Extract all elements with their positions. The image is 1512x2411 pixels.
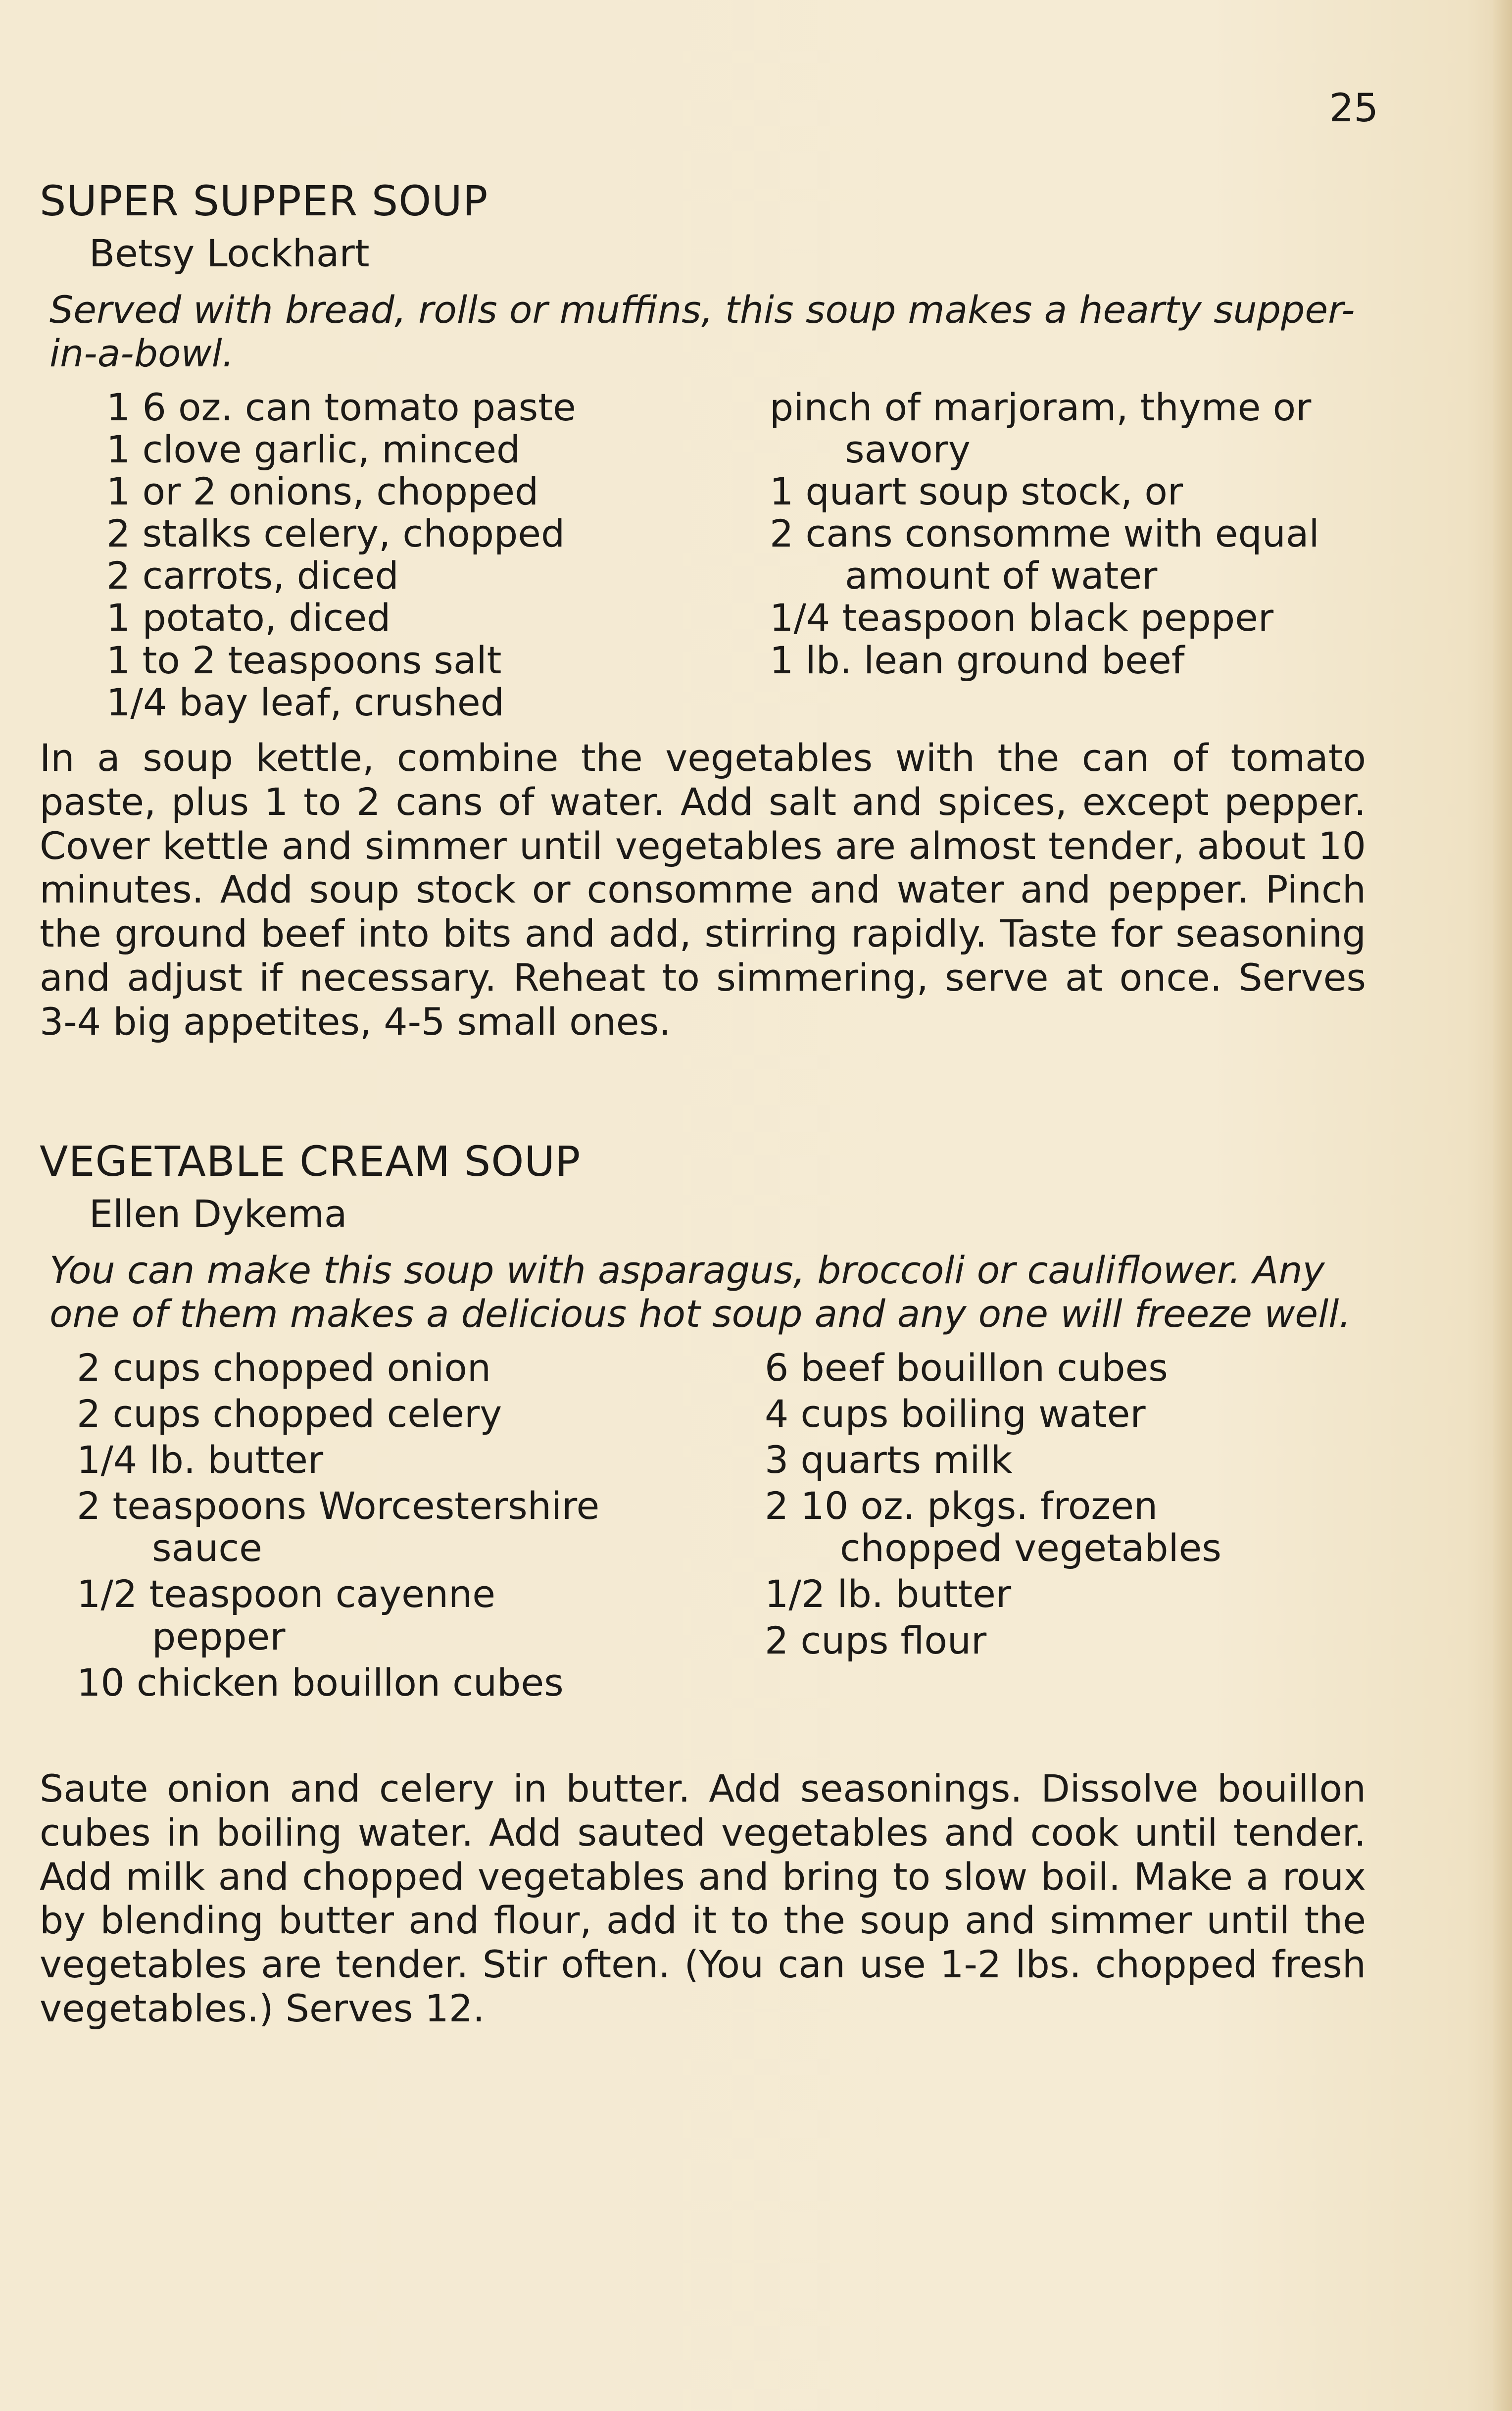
ingredient-item: 2 10 oz. pkgs. frozen chopped vegetables bbox=[765, 1484, 1221, 1570]
ingredient-item: 2 cups chopped celery bbox=[77, 1392, 502, 1436]
ingredient-item: 1 potato, diced bbox=[106, 596, 391, 640]
recipe-title: SUPER SUPPER SOUP bbox=[40, 177, 488, 225]
ingredient-item: 1/4 bay leaf, crushed bbox=[106, 680, 504, 724]
recipe-intro: You can make this soup with asparagus, broccoli or cauliflower. Any one of them makes a delicious hot soup and any one will freeze well. bbox=[49, 1248, 1351, 1336]
ingredient-item: 3 quarts milk bbox=[765, 1438, 1013, 1482]
recipe-method: In a soup kettle, combine the vegetables with the can of tomato paste, plus 1 to 2 cans of water. Add salt and spices, except pepper. Cover kettle and simmer until vegetables are almost tender, about 10 minutes. Add soup stock or consomme and water and pepper. Pinch the ground beef into bits and add, stirring rapidly. Taste for seasoning and adjust if necessary. Reheat to simmering, serve at once. Serves 3-4 big appetites, 4-5 small ones. bbox=[40, 735, 1366, 1044]
ingredient-item: 1/2 lb. butter bbox=[765, 1572, 1012, 1616]
ingredients-column-left bbox=[40, 1347, 765, 1708]
ingredient-item: 2 teaspoons Worcestershire sauce bbox=[77, 1484, 600, 1570]
recipe-method: Saute onion and celery in butter. Add seasonings. Dissolve bouillon cubes in boiling water. Add sauted vegetables and cook until tender. Add milk and chopped vegetables and bring to slow boil. Make a roux by blending butter and flour, add it to the soup and simmer until the vegetables are tender. Stir often. (You can use 1-2 lbs. chopped fresh vegetables.) Serves 12. bbox=[40, 1766, 1366, 2031]
ingredients-column-left bbox=[40, 386, 770, 723]
ingredient-item: 1/4 lb. butter bbox=[77, 1438, 324, 1482]
recipe-title: VEGETABLE CREAM SOUP bbox=[40, 1137, 581, 1186]
ingredient-item: 2 cans consomme with equal amount of water bbox=[770, 511, 1319, 598]
ingredient-item: 1 or 2 onions, chopped bbox=[106, 469, 539, 514]
recipe-author: Betsy Lockhart bbox=[89, 231, 370, 276]
ingredient-item: 1 lb. lean ground beef bbox=[770, 638, 1185, 682]
ingredient-item: 1 clove garlic, minced bbox=[106, 427, 521, 471]
ingredient-item: 1 to 2 teaspoons salt bbox=[106, 638, 502, 682]
ingredient-item: 1/4 teaspoon black pepper bbox=[770, 596, 1274, 640]
recipe-author: Ellen Dykema bbox=[89, 1192, 347, 1236]
ingredient-item: 2 cups flour bbox=[765, 1618, 987, 1662]
ingredient-item: 1/2 teaspoon cayenne pepper bbox=[77, 1572, 495, 1658]
ingredient-item: 1 6 oz. can tomato paste bbox=[106, 385, 576, 429]
ingredients-list bbox=[40, 1347, 1366, 1708]
ingredient-item: pinch of marjoram, thyme or savory bbox=[770, 385, 1312, 471]
recipe-super-supper-soup bbox=[40, 178, 1366, 1044]
ingredient-item: 1 quart soup stock, or bbox=[770, 469, 1183, 514]
ingredients-column-right bbox=[765, 1347, 1334, 1708]
recipe-intro: Served with bread, rolls or muffins, this soup makes a hearty supper-in-a-bowl. bbox=[49, 287, 1355, 375]
ingredients-list bbox=[40, 386, 1366, 723]
ingredient-item: 2 stalks celery, chopped bbox=[106, 511, 565, 556]
page-number: 25 bbox=[1329, 86, 1378, 131]
ingredient-item: 4 cups boiling water bbox=[765, 1392, 1146, 1436]
ingredient-item: 2 cups chopped onion bbox=[77, 1345, 491, 1390]
ingredient-item: 6 beef bouillon cubes bbox=[765, 1345, 1168, 1390]
ingredient-item: 10 chicken bouillon cubes bbox=[77, 1660, 564, 1705]
recipe-vegetable-cream-soup bbox=[40, 1139, 1366, 2031]
ingredient-item: 2 carrots, diced bbox=[106, 553, 399, 598]
ingredients-column-right bbox=[770, 386, 1364, 723]
page-binding-edge bbox=[1493, 0, 1512, 2411]
